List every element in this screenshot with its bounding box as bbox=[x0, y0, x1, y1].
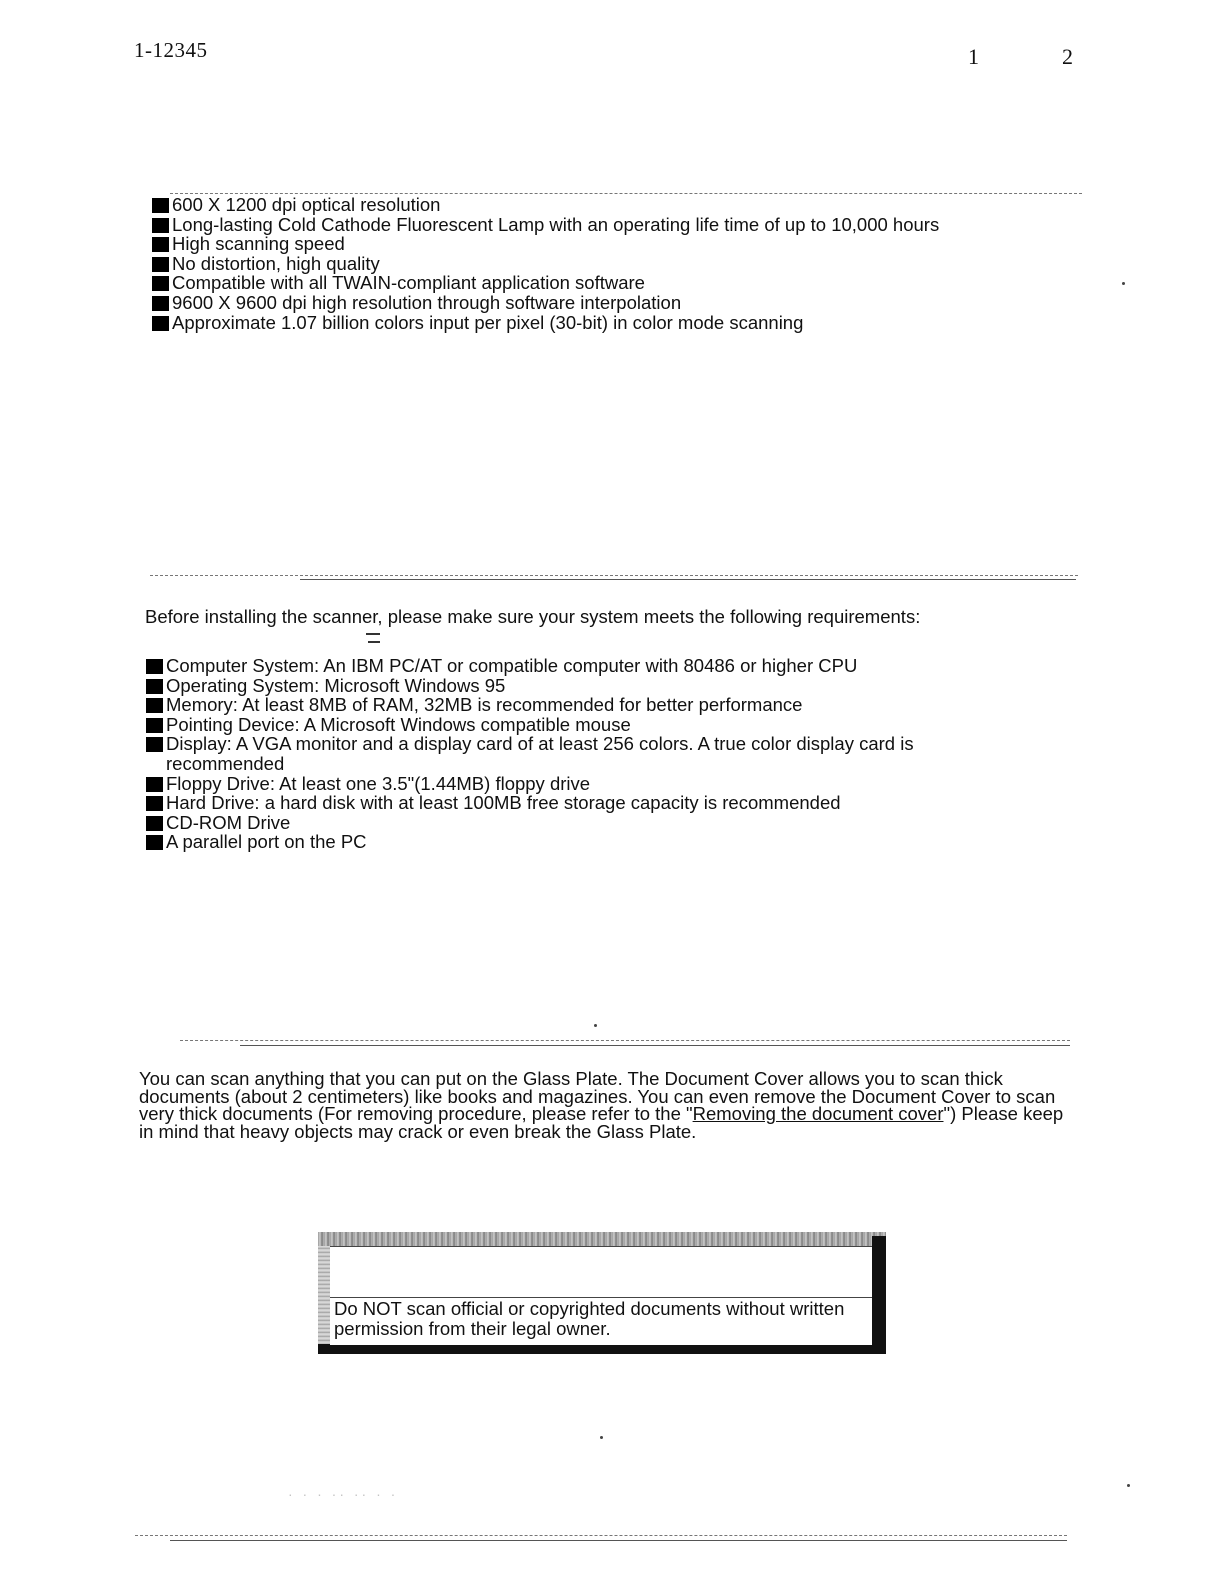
requirement-item: Pointing Device: A Microsoft Windows compatible mouse bbox=[146, 715, 976, 735]
requirement-item: Operating System: Microsoft Windows 95 bbox=[146, 676, 976, 696]
warning-box-content bbox=[330, 1246, 872, 1345]
feature-item: High scanning speed bbox=[152, 234, 1052, 254]
requirements-list bbox=[146, 656, 976, 852]
features-list bbox=[152, 195, 1052, 332]
requirement-item: CD-ROM Drive bbox=[146, 813, 976, 833]
faint-scan-artifact: · · · ·· ·· · · bbox=[288, 1486, 399, 1502]
bottom-divider bbox=[135, 1535, 1067, 1536]
feature-item: No distortion, high quality bbox=[152, 254, 1052, 274]
feature-item: Long-lasting Cold Cathode Fluorescent Lamp with an operating life time of up to 10,000 hours bbox=[152, 215, 1052, 235]
section-divider-2b bbox=[240, 1045, 1070, 1046]
document-id: 1-12345 bbox=[134, 38, 208, 62]
scan-speck bbox=[1122, 282, 1125, 285]
page-number-1: 1 bbox=[968, 44, 979, 69]
requirement-item: A parallel port on the PC bbox=[146, 832, 976, 852]
removing-document-cover-link[interactable]: Removing the document cover bbox=[692, 1103, 944, 1124]
warning-box bbox=[318, 1232, 886, 1354]
page-number-2: 2 bbox=[1062, 44, 1073, 69]
feature-item: Approximate 1.07 billion colors input per pixel (30-bit) in color mode scanning bbox=[152, 313, 1052, 333]
section-divider-2 bbox=[180, 1040, 1070, 1041]
paragraph-text-after: ") Please keep in mind that heavy objects may crack or even break the Glass Plate. bbox=[139, 1103, 1064, 1142]
feature-item: 600 X 1200 dpi optical resolution bbox=[152, 195, 1052, 215]
requirement-item: Display: A VGA monitor and a display card of at least 256 colors. A true color display card is recommended bbox=[146, 734, 976, 773]
section-divider-1b bbox=[300, 579, 1076, 580]
requirement-item: Floppy Drive: At least one 3.5"(1.44MB) floppy drive bbox=[146, 774, 976, 794]
scan-speck bbox=[600, 1436, 603, 1439]
warning-box-bottom-shadow bbox=[318, 1344, 886, 1354]
section-divider-1 bbox=[150, 575, 1078, 576]
stray-mark bbox=[366, 633, 380, 635]
stray-mark bbox=[368, 641, 380, 643]
glass-plate-paragraph bbox=[139, 1070, 1079, 1140]
scan-speck bbox=[594, 1024, 597, 1027]
scan-speck bbox=[1127, 1484, 1130, 1487]
requirement-item: Hard Drive: a hard disk with at least 100MB free storage capacity is recommended bbox=[146, 793, 976, 813]
paragraph-text-before: You can scan anything that you can put on the Glass Plate. The Document Cover allows you to scan thick documents (about 2 centimeters) like books and magazines. You can even remove the Document Cover to scan very thick documents (For removing procedure, please refer to the " bbox=[139, 1068, 1056, 1124]
warning-box-left-border bbox=[318, 1246, 330, 1344]
warning-text: Do NOT scan official or copyrighted documents without written permission from their legal owner. bbox=[334, 1298, 845, 1339]
feature-item: 9600 X 9600 dpi high resolution through software interpolation bbox=[152, 293, 1052, 313]
requirements-intro: Before installing the scanner, please make sure your system meets the following requirements: bbox=[145, 606, 921, 627]
requirement-item: Memory: At least 8MB of RAM, 32MB is recommended for better performance bbox=[146, 695, 976, 715]
bottom-divider-b bbox=[170, 1540, 1067, 1541]
feature-item: Compatible with all TWAIN-compliant application software bbox=[152, 273, 1052, 293]
requirement-item: Computer System: An IBM PC/AT or compatible computer with 80486 or higher CPU bbox=[146, 656, 976, 676]
warning-box-top-border bbox=[318, 1232, 886, 1246]
warning-box-right-shadow bbox=[872, 1236, 886, 1354]
